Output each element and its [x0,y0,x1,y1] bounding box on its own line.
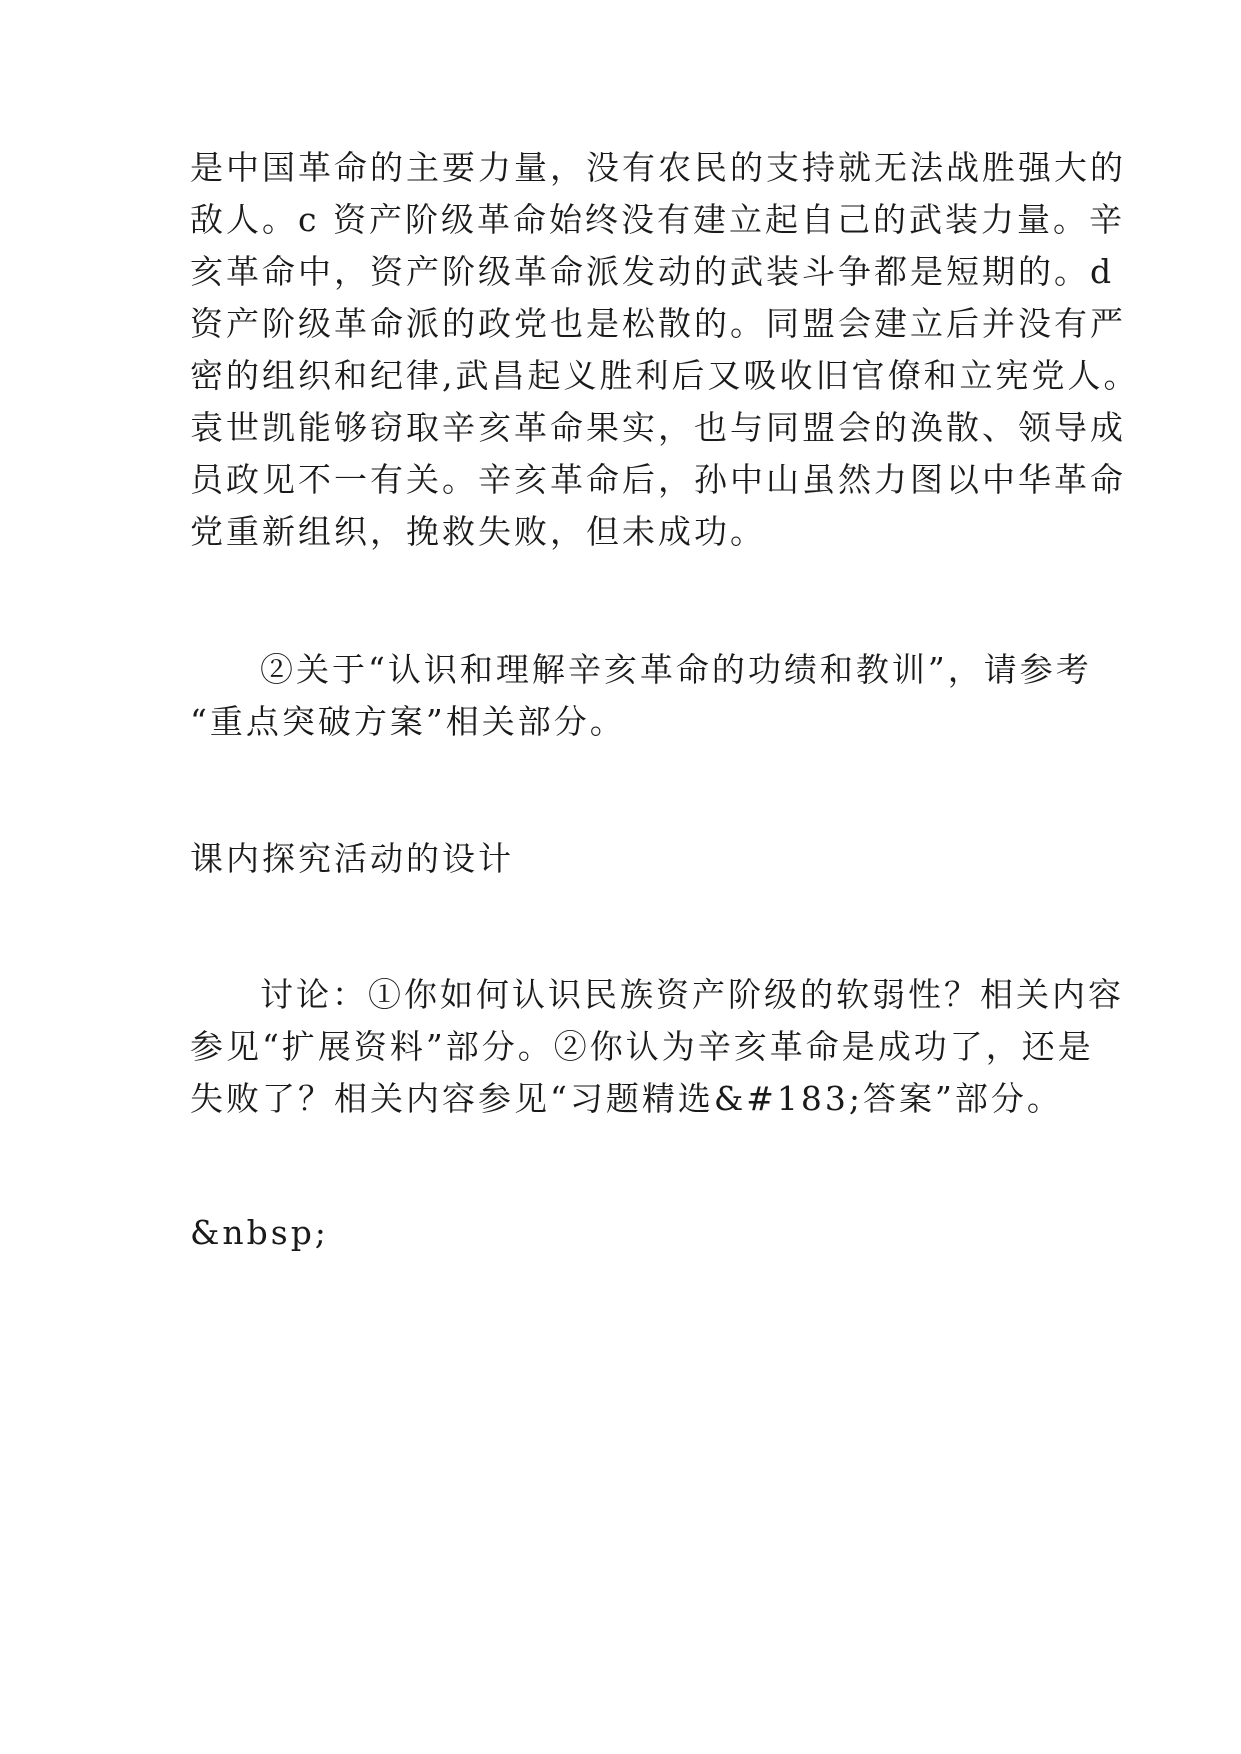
trailing-text: &nbsp; [190,1213,329,1252]
paragraph-3-line-1: 讨论：①你如何认识民族资产阶级的软弱性？相关内容 [260,975,1124,1014]
paragraph-1-line-1: 是中国革命的主要力量，没有农民的支持就无法战胜强大的 [190,148,1126,187]
paragraph-1-line-4: 资产阶级革命派的政党也是松散的。同盟会建立后并没有严 [190,304,1126,343]
paragraph-1-line-5: 密的组织和纪律,武昌起义胜利后又吸收旧官僚和立宪党人。 [190,356,1140,395]
paragraph-3-line-3: 失败了？相关内容参见“习题精选&#183;答案”部分。 [190,1079,1063,1118]
paragraph-2-line-2: “重点突破方案”相关部分。 [190,702,626,741]
section-heading: 课内探究活动的设计 [190,839,514,878]
paragraph-1-line-7: 员政见不一有关。辛亥革命后，孙中山虽然力图以中华革命 [190,460,1126,499]
paragraph-1-line-2: 敌人。c 资产阶级革命始终没有建立起自己的武装力量。辛 [190,200,1125,239]
paragraph-1-line-8: 党重新组织，挽救失败，但未成功。 [190,512,766,551]
paragraph-2-line-1: ②关于“认识和理解辛亥革命的功绩和教训”，请参考 [260,650,1092,689]
paragraph-3-line-2: 参见“扩展资料”部分。②你认为辛亥革命是成功了，还是 [190,1027,1094,1066]
paragraph-1-line-6: 袁世凯能够窃取辛亥革命果实，也与同盟会的涣散、领导成 [190,408,1126,447]
paragraph-1-line-3: 亥革命中，资产阶级革命派发动的武装斗争都是短期的。d [190,252,1115,291]
